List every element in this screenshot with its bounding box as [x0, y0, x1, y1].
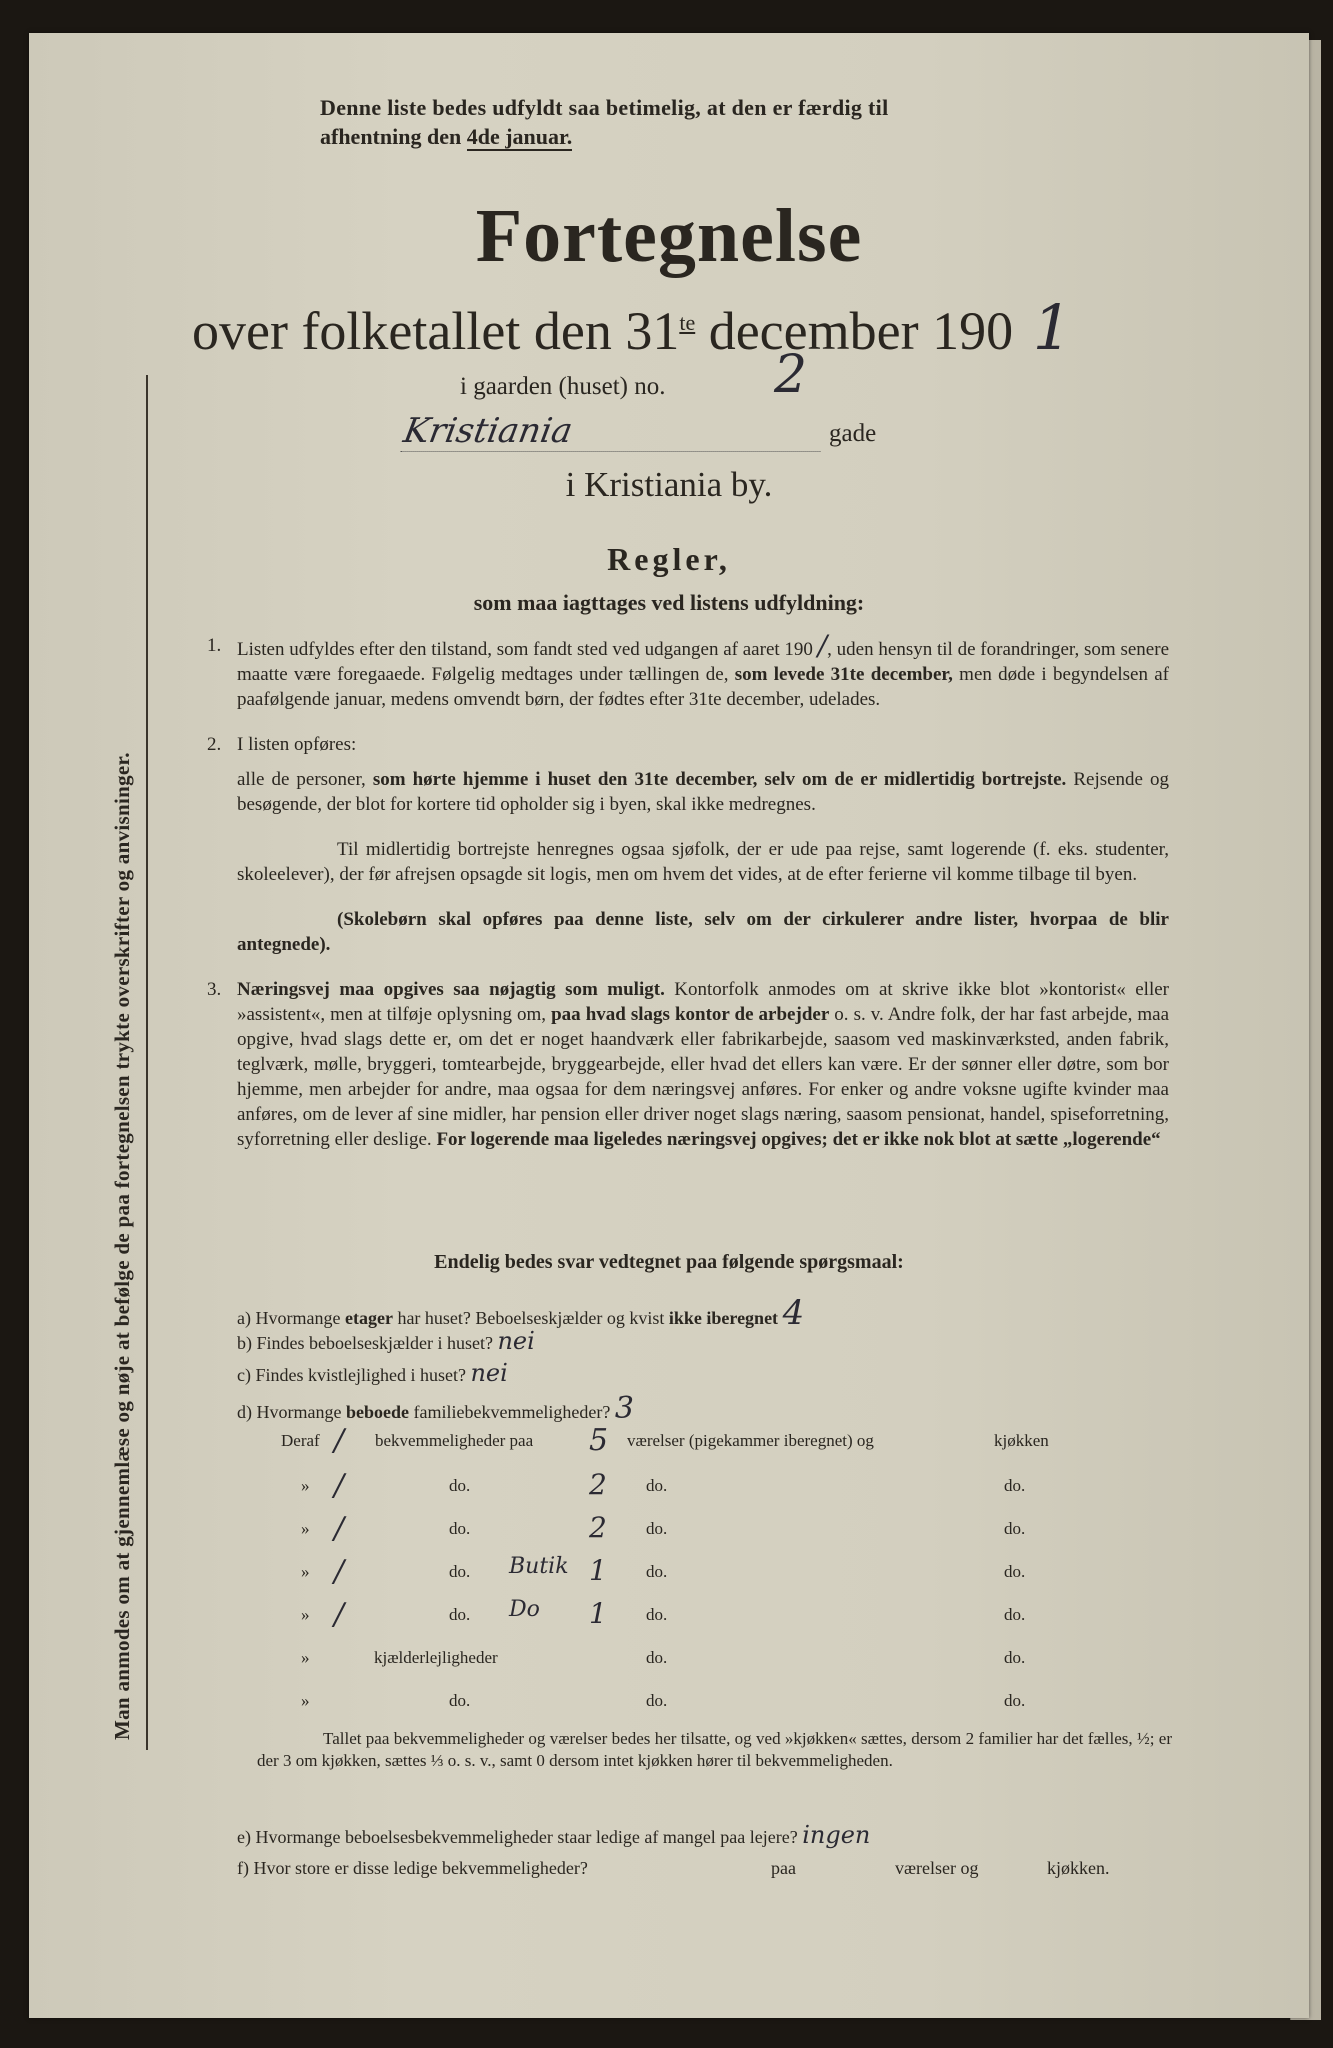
rules-list [207, 629, 1170, 1172]
do-label: do. [646, 1562, 668, 1581]
do-label: do. [449, 1562, 471, 1581]
table-row [29, 1648, 1309, 1678]
rule-text: I listen opføres: [237, 734, 357, 755]
question-b [237, 1327, 535, 1355]
do-label: do. [449, 1691, 471, 1710]
do-label: do. [1004, 1519, 1026, 1538]
rule-bold-text: som levede 31te december, [734, 664, 953, 685]
do-label: do. [1004, 1605, 1026, 1624]
q-answer: ingen [802, 1821, 871, 1849]
row-rooms: 1 [589, 1597, 607, 1630]
questions-heading: Endelig bedes svar vedtegnet paa følgende spørgsmaal: [434, 1251, 904, 1273]
rule-item [209, 837, 1169, 887]
rule-bold-text: paa hvad slags kontor de arbejder [551, 1004, 830, 1025]
q-answer: 3 [614, 1391, 634, 1426]
rule-bold-text: For logerende maa ligeledes næringsvej opgives; det er ikke nok blot at sætte „logerende“ [436, 1129, 1161, 1150]
row-rooms: 2 [589, 1468, 607, 1501]
do-label: do. [449, 1605, 471, 1624]
rule-item [209, 767, 1169, 817]
rule-item [209, 977, 1169, 1152]
page-title: Fortegnelse [475, 194, 863, 278]
row-rooms: 1 [589, 1554, 607, 1587]
q-label: e) [237, 1827, 251, 1847]
notice-line-1: Denne liste bedes udfyldt saa betimelig, at den er færdig til [320, 95, 889, 120]
house-number: 2 [774, 345, 808, 405]
question-d [237, 1391, 634, 1426]
q-label: f) [237, 1858, 249, 1878]
q-text: Hvormange [255, 1308, 341, 1328]
row-rooms: 5 [589, 1423, 609, 1458]
rule-text: , uden hensyn til de forandringer, som senere maatte være foregaaede. Følgelig medtages under tællingen de, [237, 639, 1169, 685]
rule-text: men døde i begyndelsen af paafølgende januar, medens omvendt børn, der fødtes efter 31te december, udelades. [237, 664, 1169, 710]
row-note: Do [509, 1597, 540, 1622]
rule-text: alle de personer, [237, 769, 373, 790]
do-label: do. [1004, 1562, 1026, 1581]
do-label: do. [646, 1691, 668, 1710]
bekv-label: bekvemmeligheder paa [375, 1431, 534, 1450]
question-f [237, 1858, 1237, 1879]
ditto-mark: » [301, 1605, 310, 1624]
subtitle-text: over folketallet den 31 [192, 301, 680, 361]
q-text: Findes kvistlejlighed i huset? [255, 1365, 466, 1385]
rule-text: Listen udfyldes efter den tilstand, som fandt sted ved udgangen af aaret 190 [237, 639, 818, 660]
row-count: / [334, 1554, 345, 1589]
handwritten-mark: / [817, 629, 828, 662]
street-suffix: gade [829, 420, 877, 447]
table-row [29, 1597, 1309, 1635]
q-text: Hvormange beboelsesbekvemmeligheder staar ledige af mangel paa lejere? [255, 1827, 798, 1847]
city: i Kristiania by. [565, 465, 773, 504]
q-text: Findes beboelseskjælder i huset? [256, 1333, 493, 1353]
ditto-mark: » [301, 1562, 310, 1581]
row-count: / [334, 1511, 345, 1546]
margin-rule [146, 375, 148, 1750]
ditto-mark: » [301, 1519, 310, 1538]
q-answer: 4 [782, 1293, 805, 1333]
question-e [237, 1821, 870, 1849]
q-text2: familiebekvemmeligheder? [413, 1402, 611, 1422]
do-label: do. [449, 1476, 471, 1495]
do-label: do. [1004, 1476, 1026, 1495]
census-form [29, 33, 1309, 2018]
row-count: / [334, 1423, 345, 1458]
q-bold: beboede [345, 1402, 409, 1422]
subtitle [192, 291, 1072, 364]
rule-text: Til midlertidig bortrejste henregnes ogsaa sjøfolk, der er ude paa rejse, samt logerende (f. eks. studenter, skoleelever), der før afrejsen opsagde sit logis, men om hvem det vides, at de efter ferierne vil komme tilbage til byen. [237, 839, 1169, 885]
row-count: / [334, 1468, 345, 1503]
rule-bold-text: (Skolebørn skal opføres paa denne liste, selv om der cirkulerer andre lister, hvorpaa de blir antegnede). [237, 909, 1169, 955]
handwritten-year: 1 [1032, 291, 1073, 364]
do-label: do. [646, 1519, 668, 1538]
subtitle-sup: te [679, 310, 696, 335]
margin-instruction: Man anmodes om at gjennemlæse og nøje at befølge de paa fortegnelsen trykte overskrifter og anvisninger. [110, 752, 134, 1740]
rules-subheading: som maa iagttages ved listens udfyldning: [473, 590, 865, 615]
q-label: d) [237, 1402, 252, 1422]
do-label: do. [1004, 1691, 1026, 1710]
rule-number: 2. [207, 734, 222, 755]
rule-number: 1. [207, 635, 222, 656]
q-label: b) [237, 1333, 252, 1353]
q-bold: etager [344, 1308, 393, 1328]
q-text: Hvormange [256, 1402, 342, 1422]
table-row [29, 1691, 1309, 1721]
rules-heading: Regler, [607, 541, 731, 577]
vaerelser-label: værelser (pigekammer iberegnet) og [627, 1431, 874, 1450]
table-row [29, 1511, 1309, 1549]
do-label: do. [646, 1476, 668, 1495]
kjokken-label: kjøkken [994, 1431, 1049, 1450]
question-c [237, 1359, 508, 1387]
q-text2: har huset? Beboelseskjælder og kvist [397, 1308, 665, 1328]
do-label: do. [646, 1605, 668, 1624]
pickup-date: 4de januar. [466, 124, 573, 149]
deraf-label: Deraf [281, 1431, 320, 1450]
do-label: do. [449, 1519, 471, 1538]
rule-bold-text: Næringsvej maa opgives saa nøjagtig som muligt. [237, 979, 665, 1000]
ditto-mark: » [301, 1691, 310, 1710]
rule-item [207, 629, 1169, 712]
rule-item [209, 732, 1169, 757]
row-count: / [334, 1597, 345, 1632]
q-label: c) [237, 1365, 251, 1385]
subtitle-month: december 190 [708, 301, 1014, 361]
table-row [29, 1468, 1309, 1506]
table-row [29, 1554, 1309, 1592]
rule-item [209, 907, 1169, 957]
paa-label: paa [771, 1858, 796, 1878]
do-label: do. [1004, 1648, 1026, 1667]
rule-text: o. s. v. Andre folk, der har fast arbejde, maa opgive, hvad slags dette er, om det er noget haandværk eller fabrikarbejde, saasom ved maskinværksted, anden fabrik, teglværk, mølle, bryggeri, tomtearbejde, bryggearbejde, eller hvad det ellers kan være. Er der sønner eller døtre, som bor hjemme, men arbejder for andre, maa ogsaa for dem næringsvej anføres. For enker og andre voksne ugifte kvinder maa anføres, om de lever af sine midler, har pension eller driver noget slags næring, saasom pensionat, handel, spiseforretning, syforretning eller deslige. [237, 1004, 1170, 1150]
q-text: Hvor store er disse ledige bekvemmeligheder? [253, 1858, 588, 1878]
ditto-mark: » [301, 1476, 310, 1495]
row-note: Butik [509, 1554, 569, 1579]
q-answer: nei [470, 1359, 508, 1387]
house-label: i gaarden (huset) no. [460, 373, 666, 400]
kjaelder-label: kjælderlejligheder [374, 1648, 498, 1667]
vaerelser-label: værelser og [895, 1858, 979, 1878]
note-paragraph: Tallet paa bekvemmeligheder og værelser bedes her tilsatte, og ved »kjøkken« sættes, dersom 2 familier har det fælles, ½; er der 3 om kjøkken, sættes ⅓ o. s. v., samt 0 dersom intet kjøkken hører til bekvemmeligheden. [257, 1729, 1172, 1770]
row-rooms: 2 [589, 1511, 607, 1544]
q-label: a) [237, 1308, 251, 1328]
do-label: do. [646, 1648, 668, 1667]
q-bold2: ikke iberegnet [668, 1308, 779, 1328]
ditto-mark: » [301, 1648, 310, 1667]
notice-prefix: afhentning den [320, 124, 462, 149]
street-name-handwritten: Kristiania [400, 411, 827, 452]
table-header-row [29, 1423, 1309, 1461]
rule-bold-text: som hørte hjemme i huset den 31te december, selv om de er midlertidig bortrejste. [372, 769, 1067, 790]
kjokken-label: kjøkken. [1047, 1858, 1110, 1878]
notice-line-2 [320, 124, 572, 150]
rule-text: Rejsende og besøgende, der blot for kortere tid opholder sig i byen, skal ikke medregnes. [237, 769, 1169, 815]
rule-text: Kontorfolk anmodes om at skrive ikke blot »kontorist« eller »assistent«, men at tilføje oplysning om, [237, 979, 1169, 1025]
q-answer: nei [497, 1327, 535, 1355]
rule-number: 3. [207, 979, 222, 1000]
